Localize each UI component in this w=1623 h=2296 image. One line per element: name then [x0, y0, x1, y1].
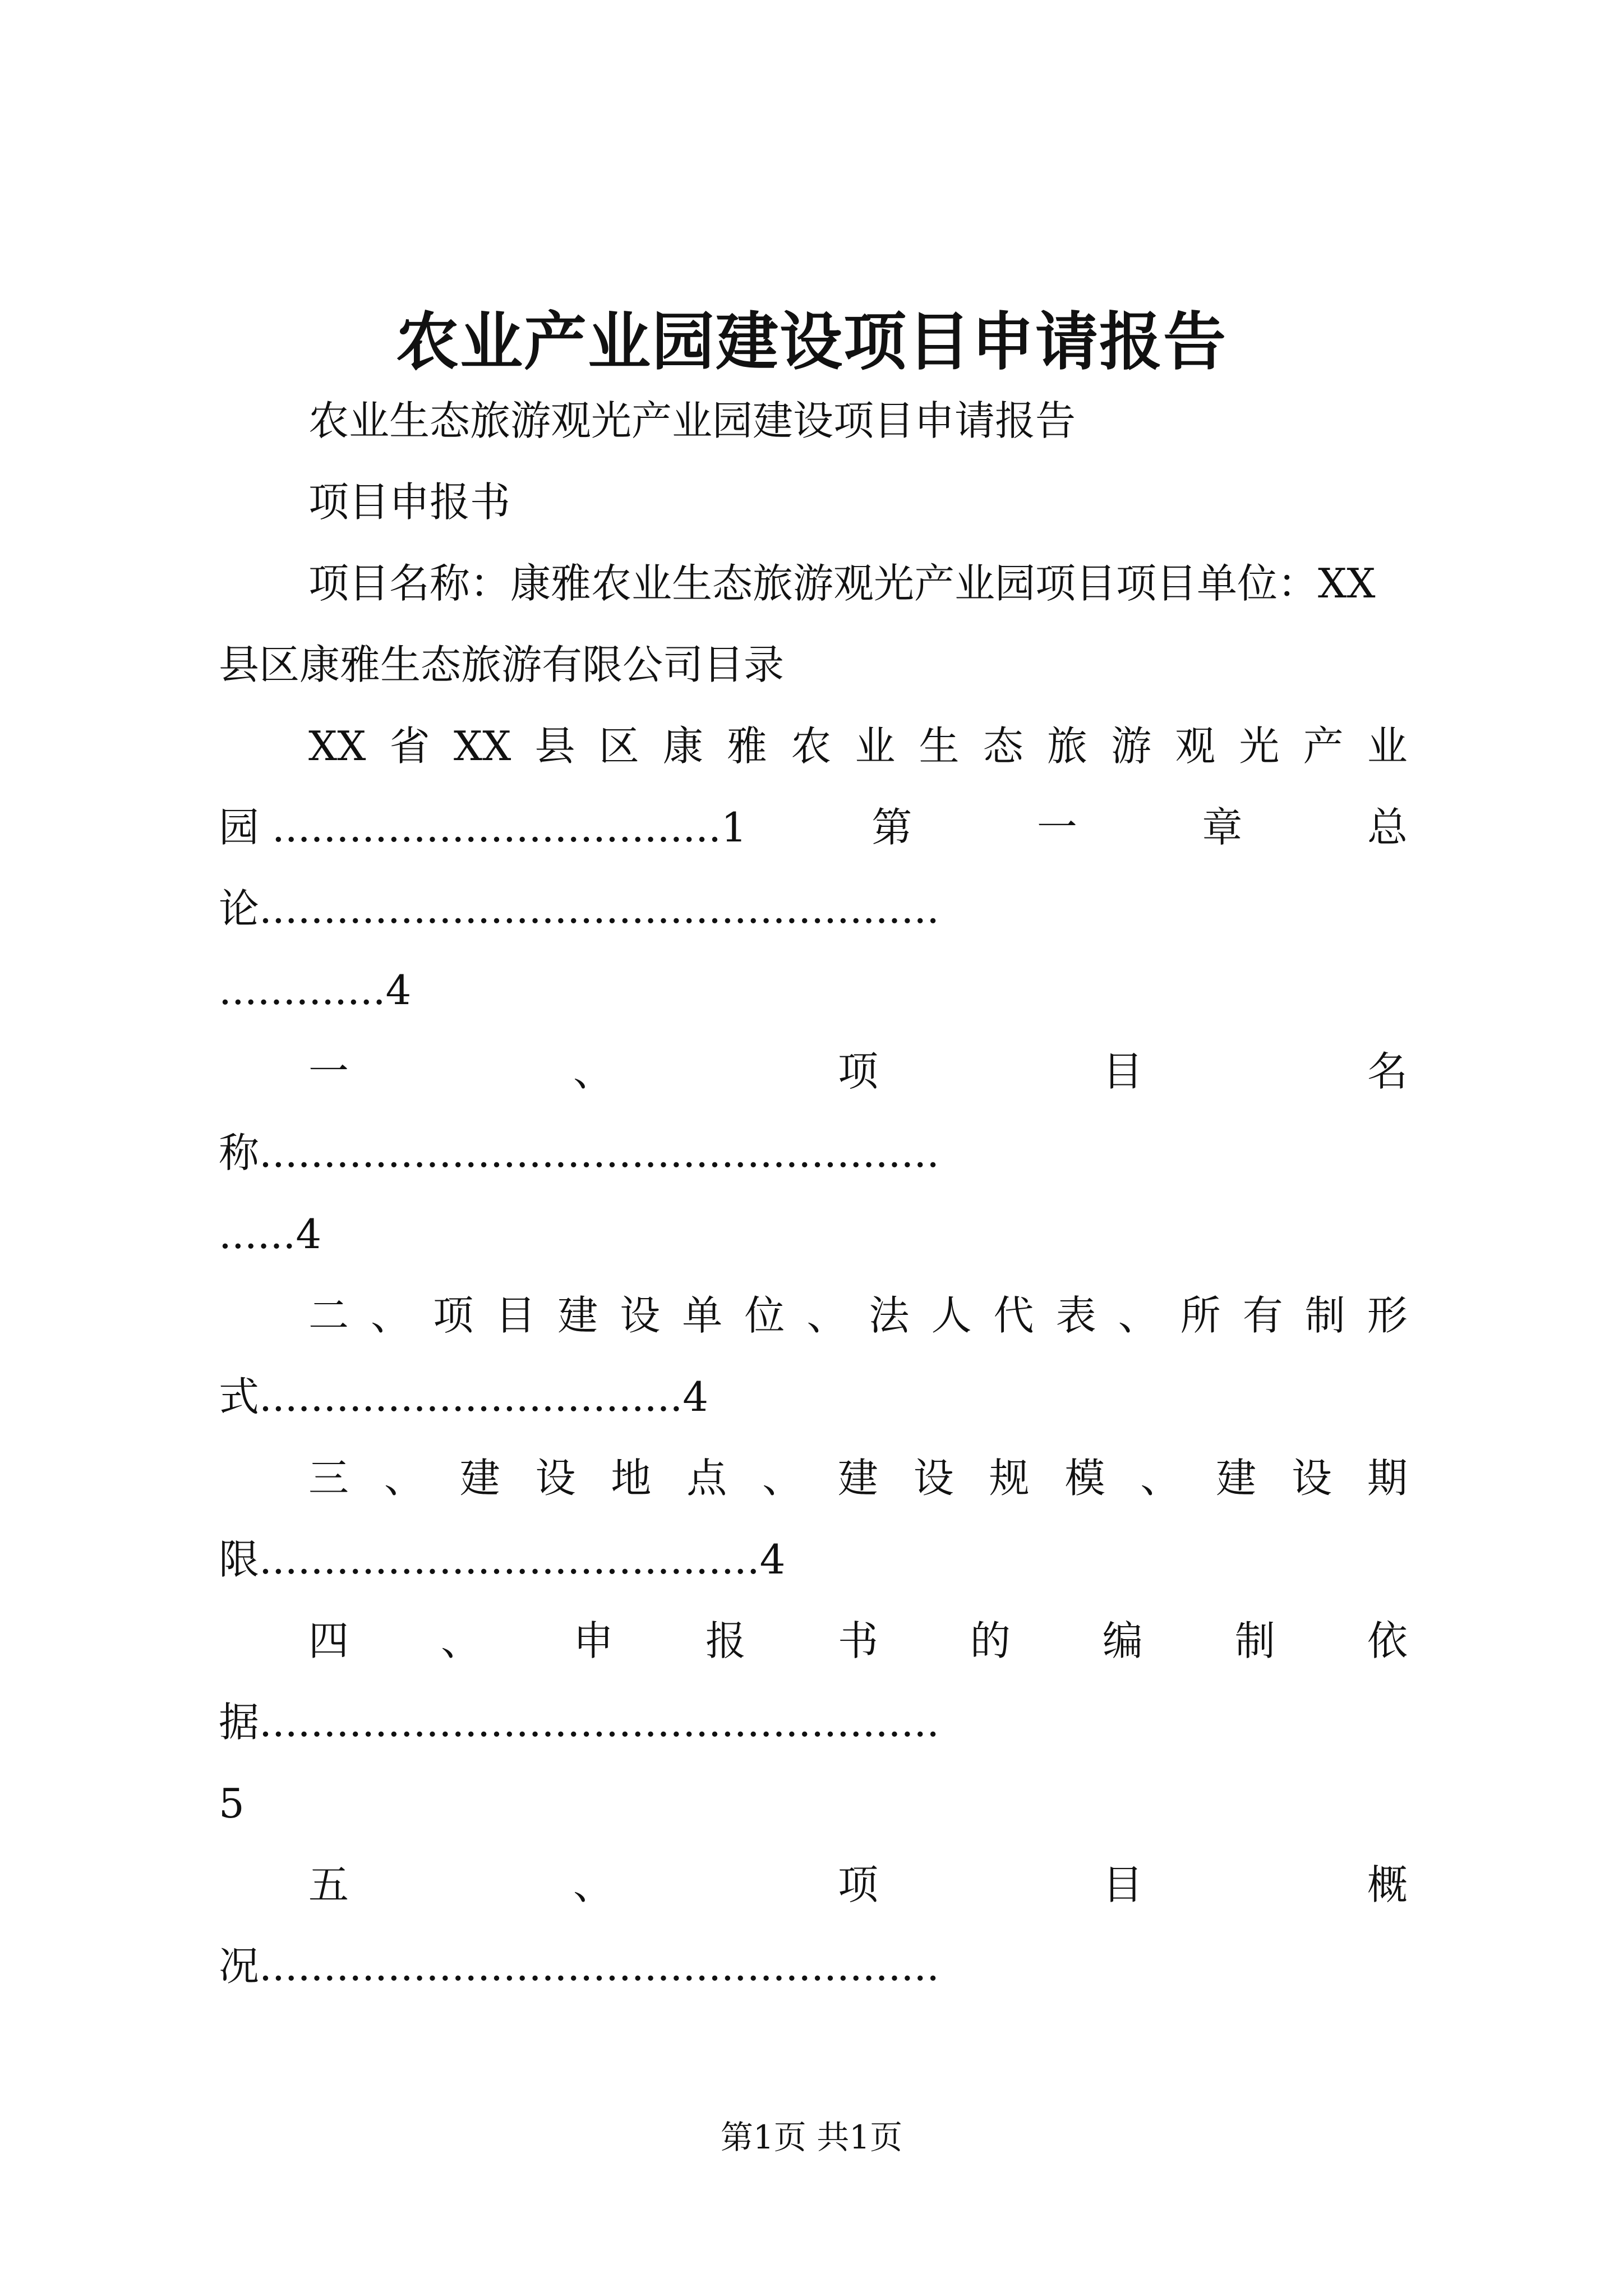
toc-char: 设	[913, 1455, 954, 1502]
toc-char: 县	[534, 723, 575, 770]
toc-section1-dots: 称.....................................................	[219, 1129, 939, 1176]
toc-char: 第	[872, 804, 912, 851]
toc-char: 模	[1064, 1455, 1105, 1502]
toc-char: 产	[1303, 723, 1344, 770]
toc-char: 雅	[727, 723, 768, 770]
toc-char: 书	[837, 1617, 878, 1664]
toc-char: 项	[433, 1292, 474, 1339]
toc-park-line-2	[219, 799, 1408, 855]
toc-section5-dots: 况.....................................................	[219, 1943, 939, 1990]
toc-section1-heading	[308, 1043, 1408, 1099]
toc-char: XX	[308, 723, 366, 770]
toc-section1-page: ......4	[219, 1211, 322, 1258]
toc-park-line-1	[308, 718, 1408, 774]
toc-char: 章	[1202, 804, 1243, 851]
toc-char: 地	[611, 1455, 652, 1502]
toc-char: 期	[1367, 1455, 1408, 1502]
toc-char: 、	[371, 1292, 412, 1339]
toc-char: 有	[1242, 1292, 1283, 1339]
toc-char: 光	[1239, 723, 1280, 770]
toc-char: 设	[620, 1292, 661, 1339]
toc-char: 观	[1175, 723, 1216, 770]
toc-char: 目	[1102, 1861, 1143, 1908]
toc-char: 建	[837, 1455, 878, 1502]
toc-char: 名	[1367, 1048, 1408, 1095]
toc-section2-heading	[308, 1287, 1408, 1343]
toc-char: 建	[557, 1292, 598, 1339]
toc-char: 生	[919, 723, 960, 770]
toc-char: 业	[855, 723, 896, 770]
toc-char: 康	[662, 723, 703, 770]
toc-char: XX	[453, 723, 511, 770]
toc-char: 制	[1304, 1292, 1345, 1339]
toc-char: 、	[806, 1292, 847, 1339]
toc-char: 、	[573, 1861, 614, 1908]
toc-char: 制	[1234, 1617, 1275, 1664]
toc-char: 报	[705, 1617, 746, 1664]
toc-char: 二	[308, 1292, 349, 1339]
page-footer: 第1页 共1页	[720, 2118, 903, 2156]
project-info-line-1: 项目名称：康雅农业生态旅游观光产业园项目项目单位：XX	[308, 560, 1376, 607]
toc-char: 建	[1216, 1455, 1257, 1502]
toc-char: 旅	[1046, 723, 1087, 770]
toc-char: 形	[1367, 1292, 1408, 1339]
toc-char: 一	[1036, 804, 1077, 851]
document-title: 农业产业园建设项目申请报告	[396, 305, 1227, 379]
toc-char: 五	[308, 1861, 349, 1908]
toc-char: 表	[1055, 1292, 1096, 1339]
toc-char: 的	[970, 1617, 1011, 1664]
toc-char: 单	[682, 1292, 723, 1339]
toc-char: 游	[1111, 723, 1152, 770]
toc-char: 业	[1367, 723, 1408, 770]
toc-char: 省	[389, 723, 430, 770]
toc-char: 、	[573, 1048, 614, 1095]
project-info-line-2: 县区康雅生态旅游有限公司目录	[219, 641, 785, 688]
toc-char: 总	[1367, 804, 1408, 851]
toc-char: 编	[1102, 1617, 1143, 1664]
subtitle-paragraph: 农业生态旅游观光产业园建设项目申请报告	[308, 397, 1076, 444]
toc-char: 四	[308, 1617, 349, 1664]
toc-char: 代	[993, 1292, 1034, 1339]
toc-chapter1-page: .............4	[219, 967, 412, 1014]
toc-char: 法	[869, 1292, 910, 1339]
toc-char: 、	[1140, 1455, 1181, 1502]
toc-section3-dots: 限.......................................4	[219, 1536, 786, 1583]
toc-char: 三	[308, 1455, 349, 1502]
toc-char: 建	[459, 1455, 500, 1502]
toc-char: 人	[931, 1292, 972, 1339]
toc-chapter1-line: 论.....................................................	[219, 885, 939, 932]
toc-char: 区	[598, 723, 639, 770]
toc-char: 所	[1180, 1292, 1221, 1339]
toc-char: 位	[744, 1292, 785, 1339]
toc-section4-page: 5	[219, 1780, 245, 1827]
toc-char: 设	[535, 1455, 576, 1502]
toc-char: 依	[1367, 1617, 1408, 1664]
toc-section3-heading	[308, 1450, 1408, 1506]
toc-section5-heading	[308, 1857, 1408, 1913]
report-name-paragraph: 项目申报书	[308, 478, 511, 526]
toc-char: 、	[762, 1455, 803, 1502]
toc-char: 一	[308, 1048, 349, 1095]
toc-char: 设	[1291, 1455, 1332, 1502]
toc-char: 目	[1102, 1048, 1143, 1095]
toc-char: 农	[791, 723, 832, 770]
toc-char: 概	[1367, 1861, 1408, 1908]
toc-char: 项	[837, 1048, 878, 1095]
toc-char: 、	[384, 1455, 425, 1502]
toc-char: 点	[686, 1455, 727, 1502]
toc-char: 、	[1118, 1292, 1159, 1339]
toc-dots: 园 ...................................1	[219, 804, 747, 851]
toc-char: 目	[495, 1292, 536, 1339]
toc-section4-heading	[308, 1613, 1408, 1669]
toc-char: 、	[440, 1617, 481, 1664]
toc-section4-dots: 据.....................................................	[219, 1699, 939, 1746]
toc-section2-dots: 式.................................4	[219, 1373, 709, 1420]
toc-char: 申	[573, 1617, 614, 1664]
toc-char: 项	[837, 1861, 878, 1908]
toc-char: 规	[989, 1455, 1030, 1502]
toc-char: 态	[983, 723, 1023, 770]
